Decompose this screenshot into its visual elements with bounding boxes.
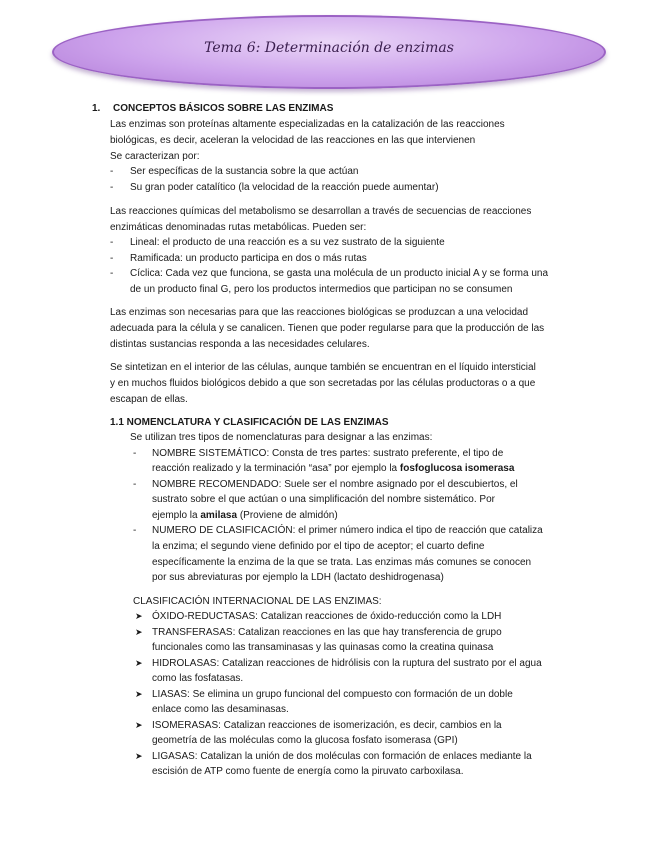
section-title: CONCEPTOS BÁSICOS SOBRE LAS ENZIMAS	[113, 103, 334, 114]
paragraph-line: Se caracterizan por:	[110, 151, 200, 162]
title-banner	[52, 15, 606, 89]
classification-title: CLASIFICACIÓN INTERNACIONAL DE LAS ENZIMAS:	[133, 596, 382, 607]
list-item: Ramificada: un producto participa en dos o más rutas	[130, 253, 367, 264]
paragraph-line: Se utilizan tres tipos de nomenclaturas para designar a las enzimas:	[130, 432, 433, 443]
paragraph-line: Las reacciones químicas del metabolismo se desarrollan a través de secuencias de reacciones	[110, 206, 532, 217]
paragraph-line: y en muchos fluidos biológicos debido a que son secretadas por las células productoras o a que	[110, 378, 536, 389]
bullet-dash: -	[133, 448, 137, 459]
page-title: Tema 6: Determinación de enzimas	[204, 40, 454, 56]
bold-term: amilasa	[200, 510, 238, 521]
list-item-continued	[152, 508, 338, 524]
list-item: NOMBRE SISTEMÁTICO: Consta de tres partes: sustrato preferente, el tipo de	[152, 448, 504, 459]
list-item: NUMERO DE CLASIFICACIÓN: el primer número indica el tipo de reacción que cataliza	[152, 525, 543, 536]
list-item-continued: la enzima; el segundo viene definido por el tipo de aceptor; el cuarto define	[152, 541, 485, 552]
class-item-continued: enlace como las desaminasas.	[152, 704, 289, 715]
list-item-continued: de un producto final G, pero los productos intermedios que participan no se consumen	[130, 284, 513, 295]
subsection-title: 1.1 NOMENCLATURA Y CLASIFICACIÓN DE LAS ENZIMAS	[110, 417, 389, 428]
class-item: LIASAS: Se elimina un grupo funcional del compuesto con formación de un doble	[152, 689, 513, 700]
arrow-bullet-icon: ➤	[135, 689, 143, 699]
list-item: Su gran poder catalítico (la velocidad de la reacción puede aumentar)	[130, 182, 439, 193]
paragraph-line: Se sintetizan en el interior de las células, aunque también se encuentran en el líquido intersticial	[110, 362, 536, 373]
arrow-bullet-icon: ➤	[135, 627, 143, 637]
arrow-bullet-icon: ➤	[135, 720, 143, 730]
class-item: TRANSFERASAS: Catalizan reacciones en las que hay transferencia de grupo	[152, 627, 502, 638]
bullet-dash: -	[110, 237, 114, 248]
bullet-dash: -	[110, 166, 114, 177]
paragraph-line: escapan de ellas.	[110, 394, 188, 405]
class-item-continued: escisión de ATP como fuente de energía como la piruvato carboxilasa.	[152, 766, 464, 777]
bullet-dash: -	[110, 253, 114, 264]
paragraph-line: adecuada para la célula y se canalicen. Tienen que poder regularse para que la producción de las	[110, 323, 545, 334]
list-item-continued: sustrato sobre el que actúan o una simplificación del nombre sistemático. Por	[152, 494, 495, 505]
arrow-bullet-icon: ➤	[135, 658, 143, 668]
list-item: NOMBRE RECOMENDADO: Suele ser el nombre asignado por el descubiertos, el	[152, 479, 518, 490]
text-run: (Proviene de almidón)	[237, 510, 338, 521]
class-item-continued: geometría de las moléculas como la glucosa fosfato isomerasa (GPI)	[152, 735, 458, 746]
class-item: HIDROLASAS: Catalizan reacciones de hidrólisis con la ruptura del sustrato por el agua	[152, 658, 542, 669]
paragraph-line: enzimáticas denominadas rutas metabólicas. Pueden ser:	[110, 222, 367, 233]
list-item-continued	[152, 461, 514, 477]
list-item: Cíclica: Cada vez que funciona, se gasta una molécula de un producto inicial A y se forma una	[130, 268, 549, 279]
bullet-dash: -	[133, 525, 137, 536]
class-item-continued: como las fosfatasas.	[152, 673, 244, 684]
bullet-dash: -	[133, 479, 137, 490]
paragraph-line: Las enzimas son proteínas altamente especializadas en la catalización de las reacciones	[110, 119, 505, 130]
bold-term: fosfoglucosa isomerasa	[399, 463, 515, 474]
arrow-bullet-icon: ➤	[135, 751, 143, 761]
text-run: ejemplo la	[152, 510, 201, 521]
paragraph-line: distintas sustancias responda a las necesidades celulares.	[110, 339, 370, 350]
class-item: ISOMERASAS: Catalizan reacciones de isomerización, es decir, cambios en la	[152, 720, 502, 731]
section-number: 1.	[92, 103, 101, 114]
text-run: reacción realizado y la terminación “asa” por ejemplo la	[152, 463, 400, 474]
list-item-continued: específicamente la enzima de la que se trata. Las enzimas más comunes se conocen	[152, 557, 532, 568]
paragraph-line: Las enzimas son necesarias para que las reacciones biológicas se produzcan a una velocidad	[110, 307, 529, 318]
list-item-continued: por sus abreviaturas por ejemplo la LDH (lactato deshidrogenasa)	[152, 572, 444, 583]
list-item: Lineal: el producto de una reacción es a su vez sustrato de la siguiente	[130, 237, 445, 248]
list-item: Ser específicas de la sustancia sobre la que actúan	[130, 166, 359, 177]
class-item: LIGASAS: Catalizan la unión de dos moléculas con formación de enlaces mediante la	[152, 751, 532, 762]
arrow-bullet-icon: ➤	[135, 611, 143, 621]
bullet-dash: -	[110, 182, 114, 193]
class-item: ÓXIDO-REDUCTASAS: Catalizan reacciones de óxido-reducción como la LDH	[152, 611, 502, 622]
class-item-continued: funcionales como las transaminasas y las quinasas como la creatina quinasa	[152, 642, 494, 653]
bullet-dash: -	[110, 268, 114, 279]
paragraph-line: biológicas, es decir, aceleran la velocidad de las reacciones en las que intervienen	[110, 135, 476, 146]
